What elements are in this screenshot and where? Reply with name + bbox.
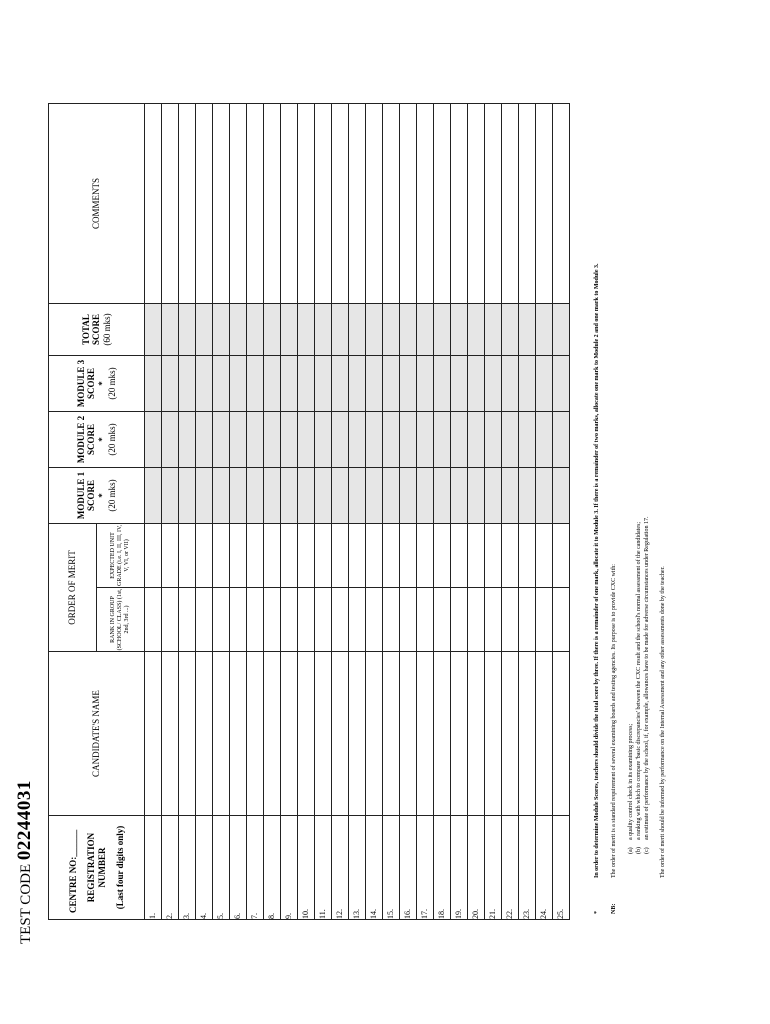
registration-cell[interactable]: 4.	[196, 816, 213, 920]
table-row	[502, 103, 519, 919]
rank-cell[interactable]	[366, 588, 383, 652]
comments-cell[interactable]	[468, 103, 485, 303]
test-code-number: 02244031	[14, 780, 35, 861]
test-code	[14, 780, 36, 944]
registration-cell[interactable]: 24.	[536, 816, 553, 920]
total-cell[interactable]	[230, 303, 247, 355]
module1-cell[interactable]	[162, 467, 179, 523]
registration-cell[interactable]: 10.	[298, 816, 315, 920]
module3-cell[interactable]	[281, 355, 298, 411]
module3-cell[interactable]	[417, 355, 434, 411]
rank-cell[interactable]	[349, 588, 366, 652]
registration-cell[interactable]: 14.	[366, 816, 383, 920]
rank-cell[interactable]	[502, 588, 519, 652]
candidate-name-cell[interactable]	[179, 652, 196, 816]
total-cell[interactable]	[451, 303, 468, 355]
candidate-name-cell[interactable]	[536, 652, 553, 816]
module1-cell[interactable]	[468, 467, 485, 523]
module2-cell[interactable]	[179, 411, 196, 467]
comments-cell[interactable]	[247, 103, 264, 303]
comments-header: COMMENTS	[49, 103, 145, 303]
module3-title: MODULE 3 SCORE	[75, 359, 97, 408]
module3-cell[interactable]	[315, 355, 332, 411]
module3-cell[interactable]	[213, 355, 230, 411]
module3-marks: (20 mks)	[106, 367, 117, 400]
comments-cell[interactable]	[502, 103, 519, 303]
table-row	[196, 103, 213, 919]
registration-cell[interactable]: 1.	[145, 816, 162, 920]
candidate-name-cell[interactable]	[485, 652, 502, 816]
total-cell[interactable]	[264, 303, 281, 355]
registration-cell[interactable]: 16.	[400, 816, 417, 920]
expected-grade-header: EXPECTED UNIT GRADE (i.e. I, II, III, IV, V, VI, or VII)	[97, 523, 145, 587]
module2-title: MODULE 2 SCORE	[75, 415, 97, 464]
module2-cell[interactable]	[349, 411, 366, 467]
table-row	[519, 103, 536, 919]
module1-cell[interactable]	[281, 467, 298, 523]
comments-cell[interactable]	[536, 103, 553, 303]
module3-cell[interactable]	[400, 355, 417, 411]
module1-cell[interactable]	[536, 467, 553, 523]
module3-cell[interactable]	[553, 355, 570, 411]
module1-header	[49, 467, 145, 523]
module-score-note	[593, 194, 610, 914]
module2-cell[interactable]	[485, 411, 502, 467]
registration-cell[interactable]: 7.	[247, 816, 264, 920]
expected-grade-cell[interactable]	[264, 523, 281, 587]
module3-cell[interactable]	[145, 355, 162, 411]
total-cell[interactable]	[145, 303, 162, 355]
registration-cell[interactable]: 5.	[213, 816, 230, 920]
rank-cell[interactable]	[468, 588, 485, 652]
expected-grade-cell[interactable]	[383, 523, 400, 587]
table-row	[434, 103, 451, 919]
module1-cell[interactable]	[179, 467, 196, 523]
candidate-name-cell[interactable]	[281, 652, 298, 816]
nb-item-text: a quality control check in its examining process;	[628, 723, 635, 840]
table-row	[281, 103, 298, 919]
module3-cell[interactable]	[485, 355, 502, 411]
total-cell[interactable]	[332, 303, 349, 355]
candidate-name-cell[interactable]	[519, 652, 536, 816]
comments-cell[interactable]	[383, 103, 400, 303]
expected-grade-cell[interactable]	[196, 523, 213, 587]
table-row	[162, 103, 179, 919]
total-cell[interactable]	[162, 303, 179, 355]
candidate-name-cell[interactable]	[332, 652, 349, 816]
total-cell[interactable]	[366, 303, 383, 355]
comments-cell[interactable]	[281, 103, 298, 303]
module1-cell[interactable]	[485, 467, 502, 523]
rank-cell[interactable]	[162, 588, 179, 652]
module3-cell[interactable]	[298, 355, 315, 411]
comments-cell[interactable]	[196, 103, 213, 303]
rank-cell[interactable]	[553, 588, 570, 652]
registration-cell[interactable]: 8.	[264, 816, 281, 920]
module2-cell[interactable]	[332, 411, 349, 467]
candidate-name-cell[interactable]	[451, 652, 468, 816]
registration-cell[interactable]: 3.	[179, 816, 196, 920]
module2-star: *	[96, 437, 107, 442]
total-title: TOTAL SCORE	[80, 313, 102, 345]
candidate-name-cell[interactable]	[298, 652, 315, 816]
module1-cell[interactable]	[298, 467, 315, 523]
total-header	[49, 303, 145, 355]
comments-cell[interactable]	[298, 103, 315, 303]
candidate-rows	[145, 103, 570, 919]
candidate-name-cell[interactable]	[162, 652, 179, 816]
module1-cell[interactable]	[349, 467, 366, 523]
module3-cell[interactable]	[349, 355, 366, 411]
module2-cell[interactable]	[264, 411, 281, 467]
module1-cell[interactable]	[383, 467, 400, 523]
expected-grade-cell[interactable]	[502, 523, 519, 587]
centre-no-label: CENTRE NO:______	[67, 829, 78, 913]
table-row	[298, 103, 315, 919]
module1-marks: (20 mks)	[106, 479, 117, 512]
module2-cell[interactable]	[247, 411, 264, 467]
comments-cell[interactable]	[179, 103, 196, 303]
module2-cell[interactable]	[502, 411, 519, 467]
module2-cell[interactable]	[417, 411, 434, 467]
module1-cell[interactable]	[332, 467, 349, 523]
module3-cell[interactable]	[451, 355, 468, 411]
module1-cell[interactable]	[213, 467, 230, 523]
table-row	[230, 103, 247, 919]
candidate-name-header: CANDIDATE'S NAME	[49, 652, 145, 816]
module1-cell[interactable]	[451, 467, 468, 523]
expected-grade-cell[interactable]	[400, 523, 417, 587]
rank-cell[interactable]	[434, 588, 451, 652]
module2-cell[interactable]	[281, 411, 298, 467]
comments-cell[interactable]	[145, 103, 162, 303]
comments-cell[interactable]	[553, 103, 570, 303]
rank-cell[interactable]	[298, 588, 315, 652]
comments-cell[interactable]	[434, 103, 451, 303]
total-cell[interactable]	[502, 303, 519, 355]
expected-grade-cell[interactable]	[451, 523, 468, 587]
comments-cell[interactable]	[230, 103, 247, 303]
module2-cell[interactable]	[553, 411, 570, 467]
module3-cell[interactable]	[536, 355, 553, 411]
footnotes	[593, 194, 677, 914]
registration-cell[interactable]: 22.	[502, 816, 519, 920]
rank-cell[interactable]	[179, 588, 196, 652]
module3-cell[interactable]	[502, 355, 519, 411]
rank-cell[interactable]	[383, 588, 400, 652]
module3-cell[interactable]	[196, 355, 213, 411]
registration-cell[interactable]: 13.	[349, 816, 366, 920]
order-of-merit-header: ORDER OF MERIT	[49, 523, 97, 651]
total-cell[interactable]	[519, 303, 536, 355]
rank-cell[interactable]	[400, 588, 417, 652]
candidate-name-cell[interactable]	[145, 652, 162, 816]
nb-item-label: (a)	[628, 847, 635, 854]
module1-cell[interactable]	[230, 467, 247, 523]
table-row	[315, 103, 332, 919]
table-row	[400, 103, 417, 919]
registration-cell[interactable]: 11.	[315, 816, 332, 920]
candidate-name-cell[interactable]	[366, 652, 383, 816]
module2-cell[interactable]	[519, 411, 536, 467]
total-cell[interactable]	[417, 303, 434, 355]
comments-cell[interactable]	[332, 103, 349, 303]
expected-grade-cell[interactable]	[485, 523, 502, 587]
registration-cell[interactable]: 15.	[383, 816, 400, 920]
star-mark: *	[594, 911, 600, 914]
rank-cell[interactable]	[247, 588, 264, 652]
comments-cell[interactable]	[400, 103, 417, 303]
registration-note: (Last four digits only)	[114, 825, 125, 910]
expected-grade-cell[interactable]	[213, 523, 230, 587]
module2-cell[interactable]	[536, 411, 553, 467]
module2-marks: (20 mks)	[106, 423, 117, 456]
expected-grade-cell[interactable]	[298, 523, 315, 587]
module3-cell[interactable]	[366, 355, 383, 411]
module2-cell[interactable]	[213, 411, 230, 467]
comments-cell[interactable]	[162, 103, 179, 303]
expected-grade-cell[interactable]	[553, 523, 570, 587]
module2-cell[interactable]	[468, 411, 485, 467]
table-row	[383, 103, 400, 919]
table-row	[485, 103, 502, 919]
candidate-name-cell[interactable]	[264, 652, 281, 816]
nb-item-c	[643, 194, 651, 854]
nb-item-b	[635, 194, 643, 854]
rank-cell[interactable]	[315, 588, 332, 652]
module3-cell[interactable]	[247, 355, 264, 411]
module2-cell[interactable]	[434, 411, 451, 467]
registration-cell[interactable]: 17.	[417, 816, 434, 920]
expected-grade-cell[interactable]	[417, 523, 434, 587]
total-cell[interactable]	[485, 303, 502, 355]
module2-cell[interactable]	[366, 411, 383, 467]
nb-item-label: (c)	[644, 847, 651, 854]
table-row	[213, 103, 230, 919]
candidate-name-cell[interactable]	[213, 652, 230, 816]
module3-cell[interactable]	[264, 355, 281, 411]
table-row	[332, 103, 349, 919]
total-cell[interactable]	[315, 303, 332, 355]
rank-in-group-header: RANK IN GROUP (SCHOOL/ CLASS) (1st, 2nd, 3rd ...)	[97, 588, 145, 652]
module3-cell[interactable]	[179, 355, 196, 411]
comments-cell[interactable]	[213, 103, 230, 303]
registration-title: REGISTRATION NUMBER	[86, 832, 107, 903]
candidate-name-cell[interactable]	[230, 652, 247, 816]
candidate-name-cell[interactable]	[468, 652, 485, 816]
rank-cell[interactable]	[451, 588, 468, 652]
comments-cell[interactable]	[519, 103, 536, 303]
module2-cell[interactable]	[298, 411, 315, 467]
comments-cell[interactable]	[264, 103, 281, 303]
rank-cell[interactable]	[145, 588, 162, 652]
total-marks: (60 mks)	[101, 313, 112, 346]
module2-cell[interactable]	[315, 411, 332, 467]
table-row	[366, 103, 383, 919]
rank-cell[interactable]	[196, 588, 213, 652]
registration-cell[interactable]: 12.	[332, 816, 349, 920]
expected-grade-cell[interactable]	[145, 523, 162, 587]
rank-cell[interactable]	[332, 588, 349, 652]
nb-mark: NB:	[611, 903, 618, 914]
registration-cell[interactable]: 2.	[162, 816, 179, 920]
expected-grade-cell[interactable]	[434, 523, 451, 587]
candidate-name-cell[interactable]	[315, 652, 332, 816]
module2-cell[interactable]	[145, 411, 162, 467]
nb-text: The order of merit is a standard requirement of several examining boards and testing agencies. Its purpose is to provide CXC with:	[611, 564, 618, 878]
rank-cell[interactable]	[485, 588, 502, 652]
candidate-name-cell[interactable]	[383, 652, 400, 816]
total-cell[interactable]	[213, 303, 230, 355]
expected-grade-cell[interactable]	[332, 523, 349, 587]
candidate-name-cell[interactable]	[247, 652, 264, 816]
module1-cell[interactable]	[417, 467, 434, 523]
total-cell[interactable]	[536, 303, 553, 355]
rank-cell[interactable]	[264, 588, 281, 652]
registration-header	[49, 816, 145, 920]
expected-grade-cell[interactable]	[230, 523, 247, 587]
module1-cell[interactable]	[400, 467, 417, 523]
registration-cell[interactable]: 18.	[434, 816, 451, 920]
table-row	[179, 103, 196, 919]
registration-cell[interactable]: 6.	[230, 816, 247, 920]
candidate-name-cell[interactable]	[400, 652, 417, 816]
module1-cell[interactable]	[502, 467, 519, 523]
table-row	[349, 103, 366, 919]
rank-cell[interactable]	[230, 588, 247, 652]
module1-cell[interactable]	[247, 467, 264, 523]
total-cell[interactable]	[400, 303, 417, 355]
test-code-label: TEST CODE	[18, 863, 34, 944]
module3-cell[interactable]	[468, 355, 485, 411]
expected-grade-cell[interactable]	[315, 523, 332, 587]
table-row	[536, 103, 553, 919]
expected-grade-cell[interactable]	[349, 523, 366, 587]
module2-cell[interactable]	[230, 411, 247, 467]
total-cell[interactable]	[247, 303, 264, 355]
candidate-name-cell[interactable]	[502, 652, 519, 816]
registration-cell[interactable]: 19.	[451, 816, 468, 920]
rank-cell[interactable]	[213, 588, 230, 652]
expected-grade-cell[interactable]	[536, 523, 553, 587]
candidate-name-cell[interactable]	[417, 652, 434, 816]
module1-cell[interactable]	[264, 467, 281, 523]
comments-cell[interactable]	[349, 103, 366, 303]
module1-cell[interactable]	[553, 467, 570, 523]
module1-cell[interactable]	[434, 467, 451, 523]
expected-grade-cell[interactable]	[519, 523, 536, 587]
module3-cell[interactable]	[383, 355, 400, 411]
candidate-name-cell[interactable]	[196, 652, 213, 816]
rank-cell[interactable]	[519, 588, 536, 652]
expected-grade-cell[interactable]	[468, 523, 485, 587]
nb-item-text: an estimate of performance by the school, if, for example, allowances have to be made for adverse circumstances under Regulation 17.	[644, 516, 651, 840]
table-row	[264, 103, 281, 919]
total-cell[interactable]	[553, 303, 570, 355]
total-cell[interactable]	[468, 303, 485, 355]
expected-grade-cell[interactable]	[281, 523, 298, 587]
total-cell[interactable]	[434, 303, 451, 355]
module3-cell[interactable]	[230, 355, 247, 411]
candidate-name-cell[interactable]	[434, 652, 451, 816]
registration-cell[interactable]: 21.	[485, 816, 502, 920]
registration-cell[interactable]: 20.	[468, 816, 485, 920]
module1-cell[interactable]	[366, 467, 383, 523]
rank-cell[interactable]	[536, 588, 553, 652]
rank-cell[interactable]	[417, 588, 434, 652]
module3-cell[interactable]	[332, 355, 349, 411]
module3-star: *	[96, 381, 107, 386]
comments-cell[interactable]	[315, 103, 332, 303]
module3-header	[49, 355, 145, 411]
module2-header	[49, 411, 145, 467]
order-of-merit-table	[48, 103, 570, 920]
module3-cell[interactable]	[162, 355, 179, 411]
candidate-name-cell[interactable]	[553, 652, 570, 816]
candidate-name-cell[interactable]	[349, 652, 366, 816]
module2-cell[interactable]	[196, 411, 213, 467]
table-row	[553, 103, 570, 919]
module3-cell[interactable]	[519, 355, 536, 411]
module-score-text: In order to determine Module Scores, teachers should divide the total score by three. If there is a remainder of one mark, allocate it to Module 3. If there is a remainder of two marks, allocate one mark to Module 2 and one mark to Module 3.	[594, 263, 600, 878]
total-cell[interactable]	[179, 303, 196, 355]
comments-cell[interactable]	[451, 103, 468, 303]
registration-cell[interactable]: 9.	[281, 816, 298, 920]
module2-cell[interactable]	[400, 411, 417, 467]
nb-item-a	[627, 194, 635, 854]
module2-cell[interactable]	[451, 411, 468, 467]
module3-cell[interactable]	[434, 355, 451, 411]
module2-cell[interactable]	[162, 411, 179, 467]
rank-cell[interactable]	[281, 588, 298, 652]
total-cell[interactable]	[349, 303, 366, 355]
nb-note	[610, 194, 676, 914]
expected-grade-cell[interactable]	[247, 523, 264, 587]
module1-star: *	[96, 493, 107, 498]
total-cell[interactable]	[383, 303, 400, 355]
expected-grade-cell[interactable]	[162, 523, 179, 587]
registration-cell[interactable]: 25.	[553, 816, 570, 920]
total-cell[interactable]	[196, 303, 213, 355]
module1-cell[interactable]	[145, 467, 162, 523]
table-row	[247, 103, 264, 919]
expected-grade-cell[interactable]	[179, 523, 196, 587]
table-row	[451, 103, 468, 919]
nb-item-text: a ranking with which to compare 'basic discrepancies' between the CXC result and the school's normal assessment of the candidates;	[636, 522, 643, 840]
comments-cell[interactable]	[366, 103, 383, 303]
comments-cell[interactable]	[485, 103, 502, 303]
table-row	[417, 103, 434, 919]
module1-cell[interactable]	[315, 467, 332, 523]
total-cell[interactable]	[298, 303, 315, 355]
table-row	[468, 103, 485, 919]
module2-cell[interactable]	[383, 411, 400, 467]
module1-cell[interactable]	[196, 467, 213, 523]
module1-cell[interactable]	[519, 467, 536, 523]
total-cell[interactable]	[281, 303, 298, 355]
nb-item-label: (b)	[636, 847, 643, 854]
comments-cell[interactable]	[417, 103, 434, 303]
table-row	[145, 103, 162, 919]
final-note: The order of merit should be informed by performance on the Internal Assessment and any other assessments done by the teacher.	[660, 566, 667, 878]
module1-title: MODULE 1 SCORE	[75, 471, 97, 520]
registration-cell[interactable]: 23.	[519, 816, 536, 920]
expected-grade-cell[interactable]	[366, 523, 383, 587]
